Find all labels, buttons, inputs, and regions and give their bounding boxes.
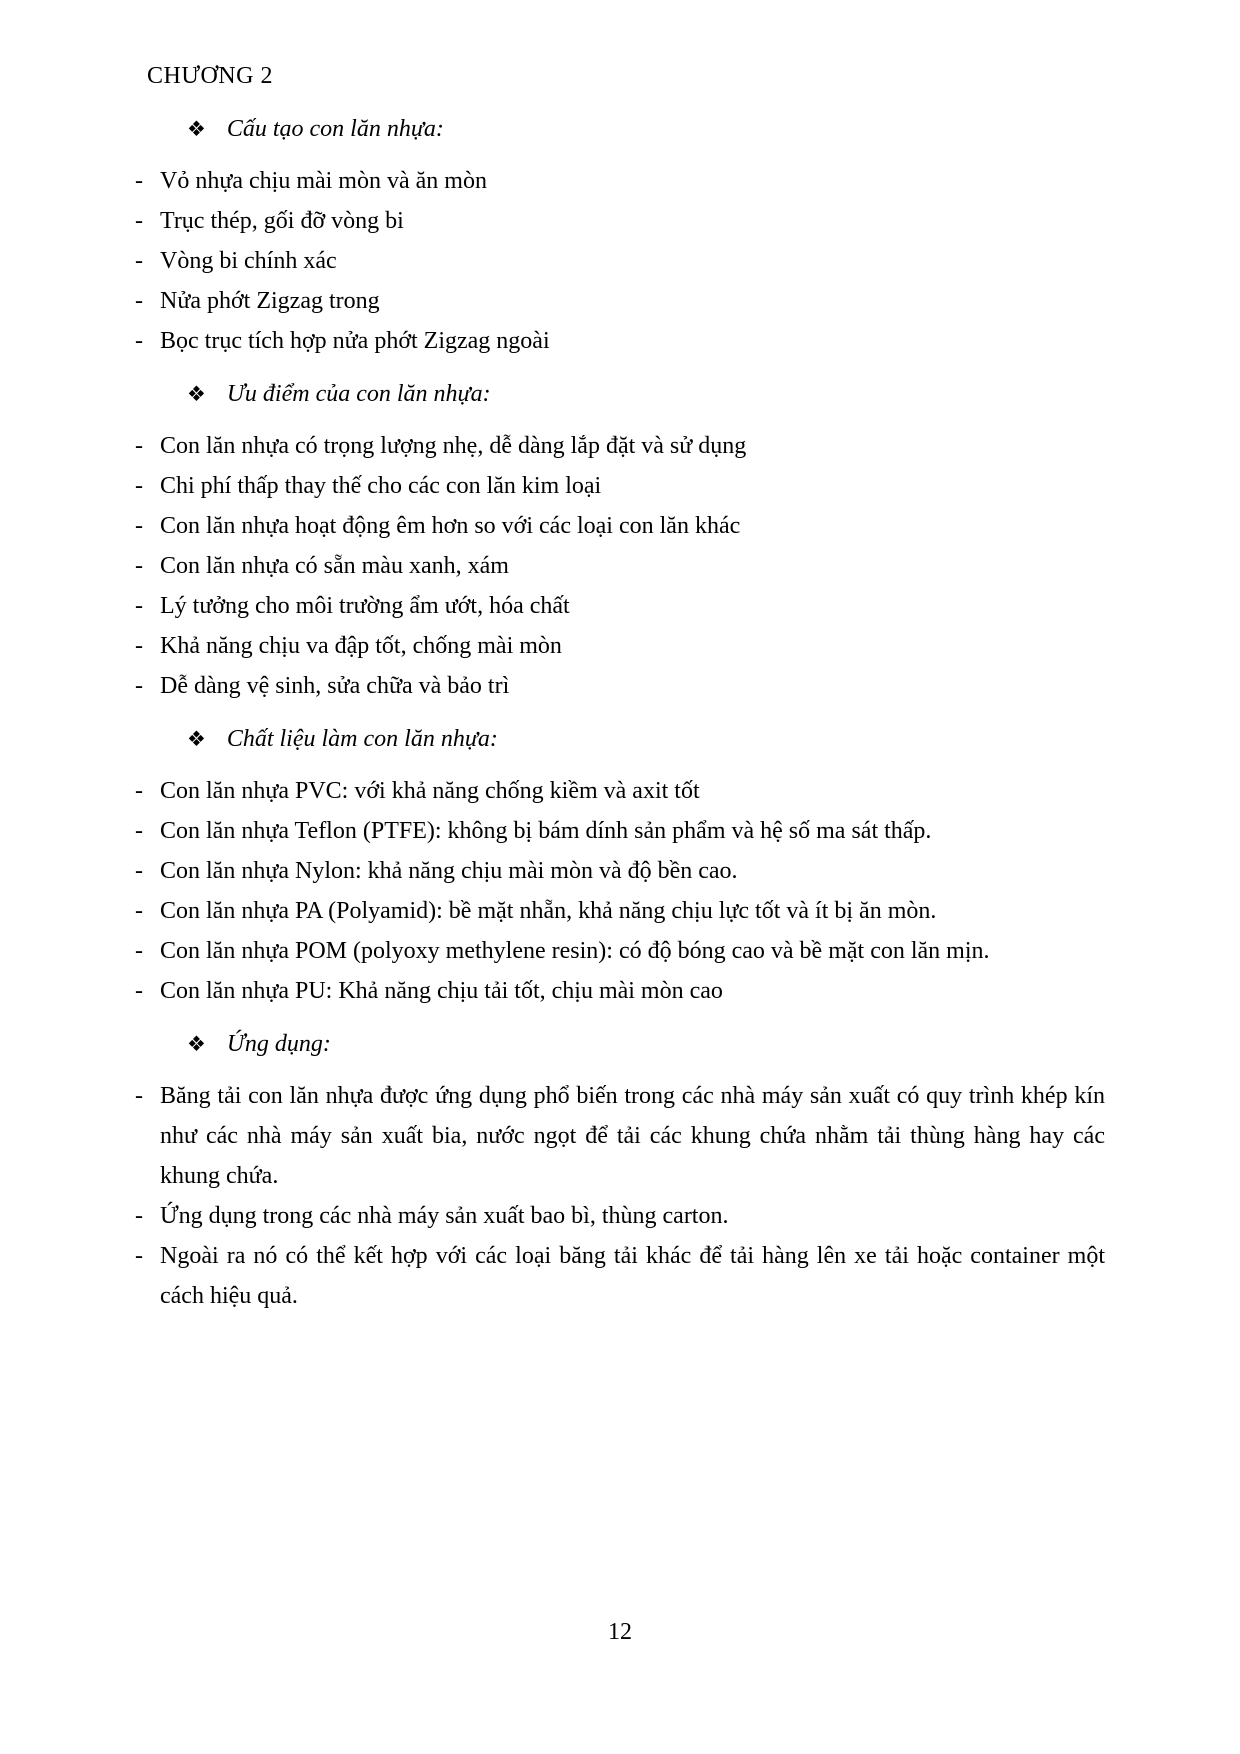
list-item-text: Con lăn nhựa hoạt động êm hơn so với các loại con lăn khác: [160, 513, 741, 539]
list-item: [135, 666, 1105, 706]
diamond-bullet-icon: ❖: [187, 1032, 206, 1056]
section-heading-text: Chất liệu làm con lăn nhựa:: [226, 726, 498, 752]
dash-bullet: -: [135, 1243, 143, 1269]
dash-bullet: -: [135, 513, 143, 539]
section-items: [135, 161, 1105, 361]
list-item-text: Khả năng chịu va đập tốt, chống mài mòn: [160, 633, 562, 659]
dash-bullet: -: [135, 593, 143, 619]
section-items: [135, 771, 1105, 1011]
dash-bullet: -: [135, 288, 143, 314]
dash-bullet: -: [135, 1083, 143, 1109]
list-item: [135, 586, 1105, 626]
list-item-text: Ứng dụng trong các nhà máy sản xuất bao bì, thùng carton.: [160, 1203, 729, 1229]
list-item-text: Con lăn nhựa có trọng lượng nhẹ, dễ dàng lắp đặt và sử dụng: [160, 433, 747, 459]
list-item-text: Con lăn nhựa PU: Khả năng chịu tải tốt, chịu mài mòn cao: [160, 978, 723, 1004]
dash-bullet: -: [135, 633, 143, 659]
list-item-text: Trục thép, gối đỡ vòng bi: [160, 208, 404, 234]
list-item: [135, 241, 1105, 281]
list-item: [135, 891, 1105, 931]
section-heading-text: Ứng dụng:: [226, 1031, 331, 1057]
diamond-bullet-icon: ❖: [187, 727, 206, 751]
section-heading-text: Cấu tạo con lăn nhựa:: [226, 116, 444, 142]
list-item: [135, 851, 1105, 891]
list-item-text: Bọc trục tích hợp nửa phớt Zigzag ngoài: [160, 328, 550, 354]
diamond-bullet-icon: ❖: [187, 117, 206, 141]
list-item: [135, 1196, 1105, 1236]
list-item-text: Con lăn nhựa Nylon: khả năng chịu mài mòn và độ bền cao.: [160, 858, 738, 884]
list-item: [135, 1236, 1105, 1316]
list-item: [135, 1076, 1105, 1196]
list-item: [135, 321, 1105, 361]
section-heading: [187, 374, 1105, 414]
list-item-text: Lý tưởng cho môi trường ẩm ướt, hóa chất: [160, 593, 570, 619]
dash-bullet: -: [135, 433, 143, 459]
diamond-bullet-icon: ❖: [187, 382, 206, 406]
section-heading-text: Ưu điểm của con lăn nhựa:: [226, 381, 491, 407]
dash-bullet: -: [135, 553, 143, 579]
list-item-text: Con lăn nhựa có sẵn màu xanh, xám: [160, 553, 509, 579]
dash-bullet: -: [135, 473, 143, 499]
list-item: [135, 161, 1105, 201]
section-uu-diem: [135, 374, 1105, 706]
list-item-text: Con lăn nhựa PVC: với khả năng chống kiềm và axit tốt: [160, 778, 700, 804]
list-item-text: Con lăn nhựa PA (Polyamid): bề mặt nhẵn, khả năng chịu lực tốt và ít bị ăn mòn.: [160, 898, 937, 924]
dash-bullet: -: [135, 978, 143, 1004]
section-heading: [187, 719, 1105, 759]
list-item-text: Con lăn nhựa Teflon (PTFE): không bị bám dính sản phẩm và hệ số ma sát thấp.: [160, 818, 932, 844]
list-item: [135, 546, 1105, 586]
dash-bullet: -: [135, 248, 143, 274]
list-item-text: Ngoài ra nó có thể kết hợp với các loại băng tải khác để tải hàng lên xe tải hoặc container một cách hiệu quả.: [160, 1243, 1105, 1309]
dash-bullet: -: [135, 858, 143, 884]
section-items: [135, 426, 1105, 706]
page-number: 12: [608, 1619, 632, 1645]
list-item: [135, 466, 1105, 506]
dash-bullet: -: [135, 778, 143, 804]
list-item: [135, 811, 1105, 851]
list-item: [135, 281, 1105, 321]
list-item: [135, 201, 1105, 241]
list-item: [135, 506, 1105, 546]
dash-bullet: -: [135, 898, 143, 924]
list-item: [135, 771, 1105, 811]
list-item-text: Dễ dàng vệ sinh, sửa chữa và bảo trì: [160, 673, 510, 699]
section-items: [135, 1076, 1105, 1316]
list-item-text: Băng tải con lăn nhựa được ứng dụng phổ biến trong các nhà máy sản xuất có quy trình khép kín như các nhà máy sản xuất bia, nước ngọt để tải các khung chứa nhằm tải thùng hàng hay các khung chứa.: [160, 1083, 1105, 1189]
section-cau-tao: [135, 109, 1105, 361]
dash-bullet: -: [135, 938, 143, 964]
chapter-heading: CHƯƠNG 2: [147, 63, 273, 89]
section-heading: [187, 109, 1105, 149]
list-item-text: Nửa phớt Zigzag trong: [160, 288, 380, 314]
list-item-text: Vỏ nhựa chịu mài mòn và ăn mòn: [160, 168, 487, 194]
list-item: [135, 931, 1105, 971]
list-item: [135, 426, 1105, 466]
section-ung-dung: [135, 1024, 1105, 1316]
dash-bullet: -: [135, 208, 143, 234]
section-chat-lieu: [135, 719, 1105, 1011]
list-item: [135, 626, 1105, 666]
list-item-text: Vòng bi chính xác: [160, 248, 337, 274]
dash-bullet: -: [135, 1203, 143, 1229]
dash-bullet: -: [135, 818, 143, 844]
section-heading: [187, 1024, 1105, 1064]
list-item: [135, 971, 1105, 1011]
list-item-text: Chi phí thấp thay thế cho các con lăn kim loại: [160, 473, 602, 499]
dash-bullet: -: [135, 328, 143, 354]
dash-bullet: -: [135, 168, 143, 194]
dash-bullet: -: [135, 673, 143, 699]
list-item-text: Con lăn nhựa POM (polyoxy methylene resin): có độ bóng cao và bề mặt con lăn mịn.: [160, 938, 990, 964]
